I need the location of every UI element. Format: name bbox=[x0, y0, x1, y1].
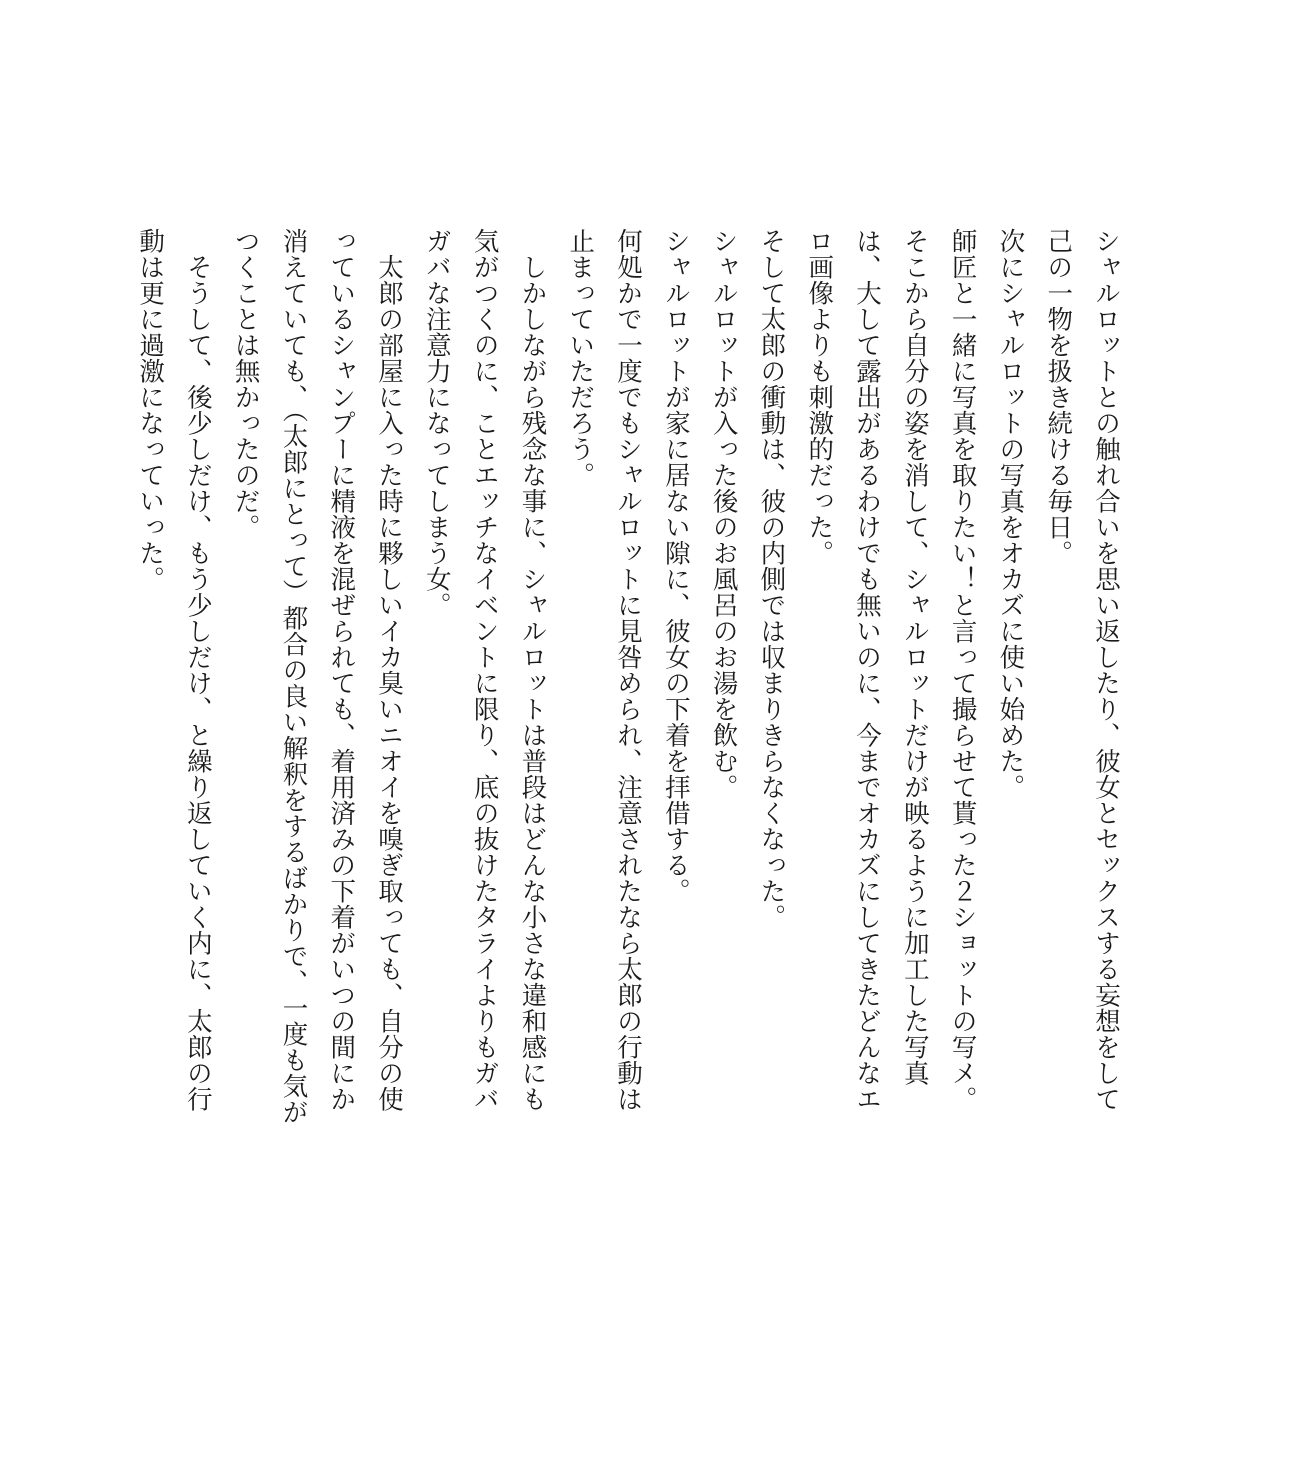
paragraph-5: そして太郎の衝動は、彼の内側では収まりきらなくなった。 bbox=[756, 228, 787, 930]
paragraph-8: 何処かで一度でもシャルロットに見咎められ、注意されたなら太郎の行動は止まっていただろう。 bbox=[565, 228, 644, 1112]
paragraph-11: そうして、後少しだけ、もう少しだけ、と繰り返していく内に、太郎の行動は更に過激になっていった。 bbox=[135, 228, 213, 1112]
paragraph-10: 太郎の部屋に入った時に夥しいイカ臭いニオイを嗅ぎ取っても、自分の使っているシャンプーに精液を混ぜられても、着用済みの下着がいつの間にか消えていても、（太郎にとって）都合の良い解釈をするばかりで、一度も気がつくことは無かったのだ。 bbox=[230, 228, 405, 1126]
paragraph-9: しかしながら残念な事に、シャルロットは普段はどんな小さな違和感にも気がつくのに、ことエッチなイベントに限り、底の抜けたタライよりもガバガバな注意力になってしまう女。 bbox=[421, 228, 548, 1112]
paragraph-3: 師匠と一緒に写真を取りたい！と言って撮らせて貰った２ショットの写メ。 bbox=[947, 228, 978, 1112]
paragraph-6: シャルロットが入った後のお風呂のお湯を飲む。 bbox=[708, 228, 739, 800]
paragraph-1: シャルロットとの触れ合いを思い返したり、彼女とセックスする妄想をして己の一物を扱き続ける毎日。 bbox=[1043, 228, 1121, 1112]
vertical-text-body bbox=[135, 228, 1129, 1128]
paragraph-2: 次にシャルロットの写真をオカズに使い始めた。 bbox=[995, 228, 1026, 800]
paragraph-4: そこから自分の姿を消して、シャルロットだけが映るように加工した写真は、大して露出があるわけでも無いのに、今までオカズにしてきたどんなエロ画像よりも刺激的だった。 bbox=[804, 228, 930, 1112]
paragraph-7: シャルロットが家に居ない隙に、彼女の下着を拝借する。 bbox=[660, 228, 691, 904]
